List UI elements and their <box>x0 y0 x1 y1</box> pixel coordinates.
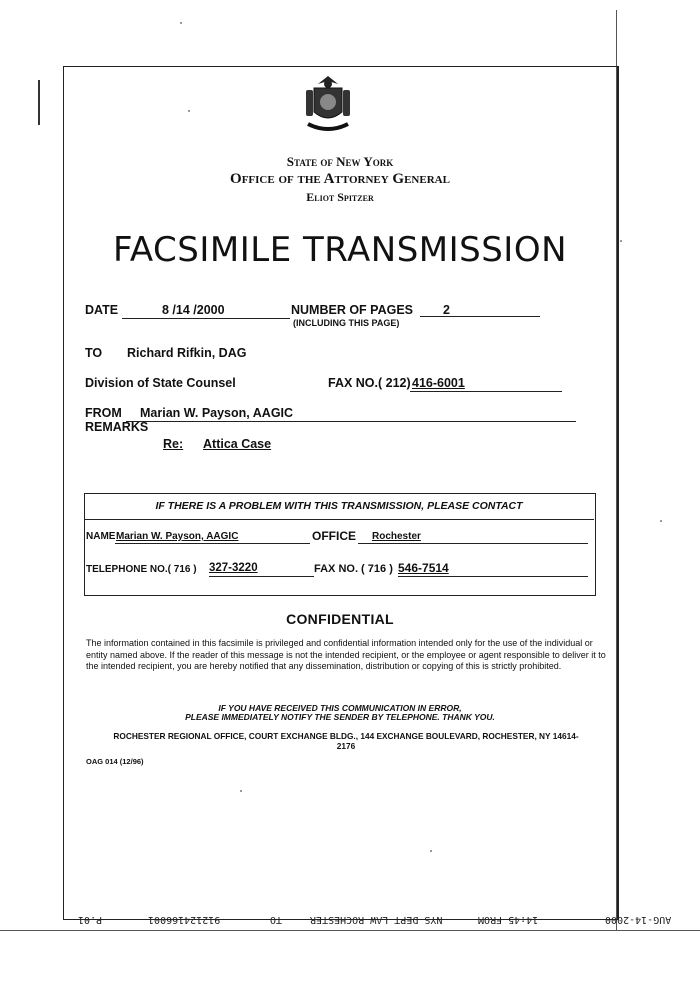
from-value: Marian W. Payson, AAGIC <box>140 406 294 420</box>
to-label: TO <box>85 346 103 360</box>
contact-fax-value: 546-7514 <box>398 561 449 575</box>
office-address <box>96 731 596 751</box>
fax-header-to: TO <box>270 914 283 925</box>
contact-tel-value: 327-3220 <box>209 562 258 574</box>
contact-name-label: NAME <box>86 531 116 542</box>
date-label: DATE <box>85 303 119 317</box>
nys-seal-icon <box>300 72 356 138</box>
from-underline <box>126 421 576 422</box>
confidential-title: CONFIDENTIAL <box>286 611 394 627</box>
pages-underline <box>420 316 540 317</box>
office-address-line1: ROCHESTER REGIONAL OFFICE, COURT EXCHANGE BLDG., 144 EXCHANGE BOULEVARD, ROCHESTER, NY 14614- <box>113 731 579 741</box>
date-value: 8 /14 /2000 <box>162 303 225 317</box>
agency-office: Office of the Attorney General <box>230 171 450 187</box>
attorney-general-name: Eliot Spitzer <box>306 190 374 204</box>
fax-header-number: 912124166001 <box>148 914 221 925</box>
document-title: FACSIMILE TRANSMISSION <box>112 230 568 270</box>
contact-office-label: OFFICE <box>312 529 356 543</box>
contact-fax-underline <box>398 576 588 577</box>
fax-underline <box>410 391 562 392</box>
error-notice-line2: PLEASE IMMEDIATELY NOTIFY THE SENDER BY TELEPHONE. THANK YOU. <box>185 712 495 722</box>
remarks-label: REMARKS <box>85 420 149 434</box>
scan-speck <box>660 520 662 522</box>
agency-state: State of New York <box>286 154 394 169</box>
office-address-line2: 2176 <box>336 741 356 751</box>
contact-office-underline <box>358 543 588 544</box>
from-label: FROM <box>85 406 122 420</box>
pages-label: NUMBER OF PAGES <box>291 303 413 317</box>
contact-heading: IF THERE IS A PROBLEM WITH THIS TRANSMISSION, PLEASE CONTACT <box>155 500 523 512</box>
scan-speck <box>240 790 242 792</box>
form-code: OAG 014 (12/96) <box>86 757 144 766</box>
fax-header-date: AUG-14-2000 <box>605 914 672 925</box>
fax-header-page: P.01 <box>78 914 103 925</box>
re-label: Re: <box>163 437 184 451</box>
scan-speck <box>620 240 622 242</box>
contact-divider <box>84 519 594 520</box>
contact-fax-label: FAX NO. ( 716 ) <box>314 563 393 575</box>
recipient-fax-value: 416-6001 <box>412 376 465 390</box>
scan-speck <box>430 850 432 852</box>
contact-tel-underline <box>209 576 314 577</box>
scan-speck <box>180 22 182 24</box>
division-name: Division of State Counsel <box>85 376 236 390</box>
contact-office-value: Rochester <box>372 531 421 542</box>
to-value: Richard Rifkin, DAG <box>127 346 247 360</box>
pages-note: (INCLUDING THIS PAGE) <box>293 318 400 328</box>
contact-name-underline <box>115 543 310 544</box>
fax-header-time: 14:45 FROM <box>478 914 539 925</box>
scan-edge-bottom <box>0 930 700 931</box>
fax-header-sender: NYS DEPT LAW ROCHESTER <box>310 914 443 925</box>
scan-margin-mark <box>38 80 40 125</box>
re-value: Attica Case <box>203 437 272 451</box>
recipient-fax-label: FAX NO.( 212) <box>328 376 411 390</box>
confidential-notice: The information contained in this facsimile is privileged and confidential information intended only for the use of the individual or entity named above. If the reader of this message is not the intended recipient, or the employee or agent responsible to deliver it to the intended recipient, you are hereby notified that any dissemination, distribution or copying of this is strictly prohibited. <box>86 638 606 671</box>
contact-tel-label: TELEPHONE NO.( 716 ) <box>86 564 197 575</box>
error-notice-line1: IF YOU HAVE RECEIVED THIS COMMUNICATION IN ERROR, <box>218 703 462 713</box>
scan-speck <box>188 110 190 112</box>
pages-value: 2 <box>443 303 450 317</box>
date-underline <box>122 318 290 319</box>
contact-name-value: Marian W. Payson, AAGIC <box>116 531 239 542</box>
